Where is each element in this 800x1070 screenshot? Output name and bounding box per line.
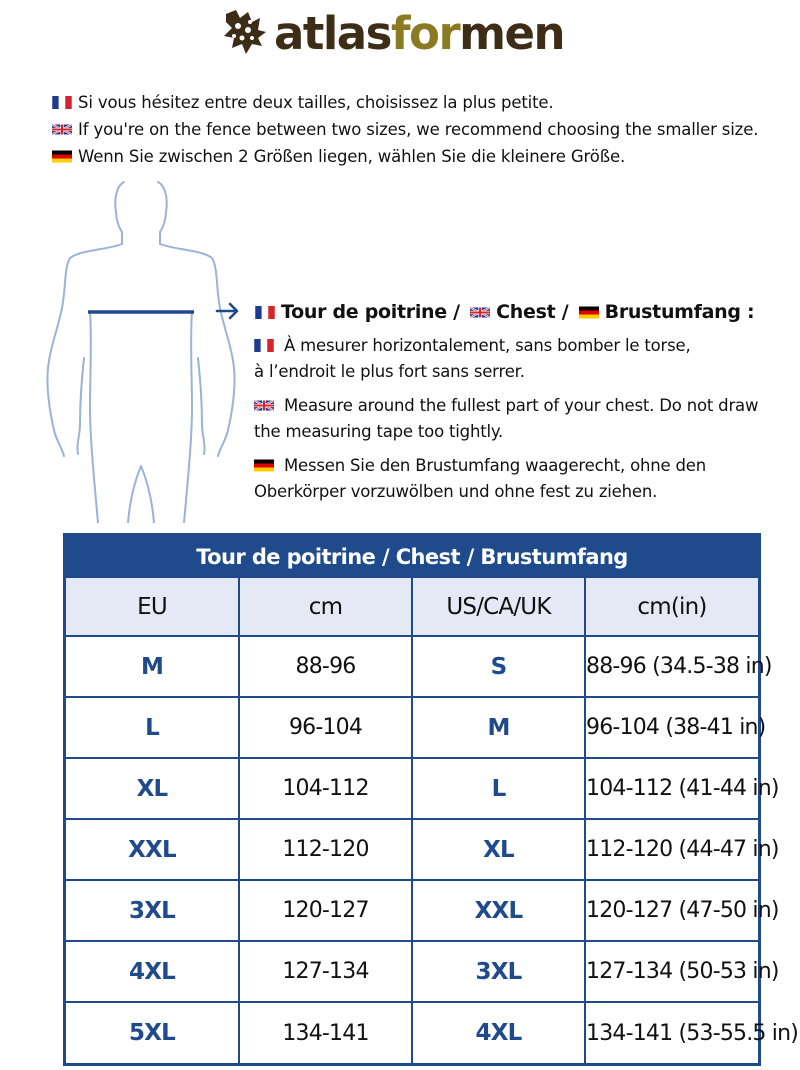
eu-size: 4XL <box>66 941 239 1002</box>
flag-uk-icon <box>52 123 72 136</box>
table-row <box>66 941 758 1002</box>
measure-fr-line1: À mesurer horizontalement, sans bomber le torse, <box>254 333 691 359</box>
table-row <box>66 636 758 697</box>
brand-wordmark: atlasformen <box>274 7 565 60</box>
cm-range: 112-120 <box>239 819 412 880</box>
table-header-row <box>66 578 758 636</box>
header-cm: cm <box>239 578 412 636</box>
cm-in-range: 88-96 (34.5-38 in) <box>585 636 758 697</box>
eu-size: 3XL <box>66 880 239 941</box>
eu-size: XL <box>66 758 239 819</box>
intro-en: If you're on the fence between two sizes, we recommend choosing the smaller size. <box>52 119 758 141</box>
cm-in-range: 134-141 (53-55.5 in) <box>585 1002 758 1063</box>
us-size: 3XL <box>412 941 585 1002</box>
flag-uk-icon <box>470 306 490 319</box>
cm-in-range: 104-112 (41-44 in) <box>585 758 758 819</box>
brand-logo <box>222 4 612 64</box>
flag-fr-icon <box>254 339 274 352</box>
intro-de: Wenn Sie zwischen 2 Größen liegen, wählen Sie die kleinere Größe. <box>52 146 625 168</box>
cm-range: 127-134 <box>239 941 412 1002</box>
body-outline-icon <box>36 178 246 523</box>
cm-in-range: 127-134 (50-53 in) <box>585 941 758 1002</box>
arrow-right-icon <box>215 300 241 322</box>
table-row <box>66 697 758 758</box>
flag-fr-icon <box>255 306 275 319</box>
table-row <box>66 819 758 880</box>
size-table <box>63 533 799 1066</box>
us-size: S <box>412 636 585 697</box>
flag-de-icon <box>254 459 274 472</box>
table-row <box>66 758 758 819</box>
cm-range: 120-127 <box>239 880 412 941</box>
cm-in-range: 120-127 (47-50 in) <box>585 880 758 941</box>
measure-heading: Tour de poitrine / Chest / Brustumfang : <box>255 299 754 325</box>
us-size: XL <box>412 819 585 880</box>
eu-size: L <box>66 697 239 758</box>
size-grid <box>66 578 799 1063</box>
flag-de-icon <box>52 150 72 163</box>
measure-fr-line2: à l’endroit le plus fort sans serrer. <box>254 362 525 381</box>
cm-range: 134-141 <box>239 1002 412 1063</box>
us-size: M <box>412 697 585 758</box>
flag-de-icon <box>579 306 599 319</box>
measure-de-line2: Oberkörper vorzuwölben und ohne fest zu ziehen. <box>254 482 658 501</box>
eu-size: M <box>66 636 239 697</box>
table-row <box>66 1002 758 1063</box>
logo-mark-icon <box>222 8 270 58</box>
cm-range: 88-96 <box>239 636 412 697</box>
us-size: L <box>412 758 585 819</box>
eu-size: 5XL <box>66 1002 239 1063</box>
flag-fr-icon <box>52 96 72 109</box>
intro-fr: Si vous hésitez entre deux tailles, choisissez la plus petite. <box>52 92 554 114</box>
header-us-ca-uk: US/CA/UK <box>412 578 585 636</box>
measure-en-line1: Measure around the fullest part of your chest. Do not draw <box>254 393 758 419</box>
us-size: XXL <box>412 880 585 941</box>
eu-size: XXL <box>66 819 239 880</box>
header-eu: EU <box>66 578 239 636</box>
measure-en-line2: the measuring tape too tightly. <box>254 422 504 441</box>
flag-uk-icon <box>254 399 274 412</box>
cm-range: 96-104 <box>239 697 412 758</box>
measure-de-line1: Messen Sie den Brustumfang waagerecht, ohne den <box>254 453 706 479</box>
header-cm-in: cm(in) <box>585 578 758 636</box>
table-title: Tour de poitrine / Chest / Brustumfang <box>66 536 758 578</box>
table-row <box>66 880 758 941</box>
cm-in-range: 96-104 (38-41 in) <box>585 697 758 758</box>
cm-in-range: 112-120 (44-47 in) <box>585 819 758 880</box>
cm-range: 104-112 <box>239 758 412 819</box>
us-size: 4XL <box>412 1002 585 1063</box>
